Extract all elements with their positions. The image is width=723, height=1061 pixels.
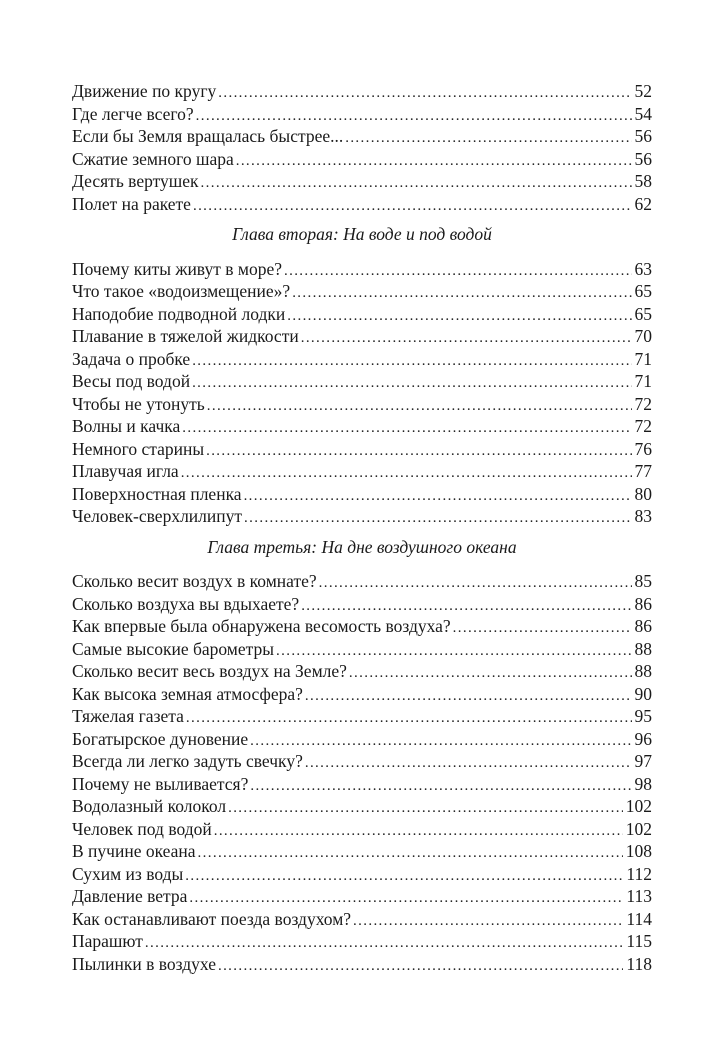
toc-entry-title: Как впервые была обнаружена весомость воздуха? <box>72 616 451 636</box>
chapter-3-heading: Глава третья: На дне воздушного океана <box>207 536 517 557</box>
dot-leader <box>193 195 632 216</box>
dot-leader <box>236 150 632 171</box>
toc-entry-page-number: 65 <box>634 281 652 301</box>
toc-entry[interactable] <box>72 705 652 728</box>
toc-entry-title: Тяжелая газета <box>72 706 184 726</box>
toc-entry[interactable] <box>72 325 652 348</box>
toc-entry-title: Десять вертушек <box>72 171 199 191</box>
toc-entry[interactable] <box>72 460 652 483</box>
toc-entry-title: Человек под водой <box>72 818 212 839</box>
toc-entry[interactable] <box>72 570 652 593</box>
toc-entry-page-number: 54 <box>634 103 652 124</box>
toc-entry[interactable] <box>72 773 652 796</box>
toc-entry-title: Почему киты живут в море? <box>72 258 282 279</box>
toc-entry-title: Сколько воздуха вы вдыхаете? <box>72 593 300 614</box>
dot-leader <box>276 640 631 661</box>
toc-entry-page-number: 56 <box>634 126 652 146</box>
toc-entry-title: Немного старины <box>72 438 205 459</box>
toc-entry-title: Сжатие земного шара <box>72 148 234 169</box>
dot-leader <box>244 507 631 528</box>
toc-entry[interactable] <box>72 125 652 148</box>
dot-leader <box>181 462 632 483</box>
toc-entry[interactable] <box>72 438 652 461</box>
toc-entry[interactable] <box>72 303 652 326</box>
toc-entry[interactable] <box>72 885 652 908</box>
toc-entry-title: Полет на ракете <box>72 193 191 214</box>
toc-entry-title: Сколько весит воздух в комнате? <box>72 571 317 591</box>
dot-leader <box>198 842 623 863</box>
toc-entry-title: В пучине океана <box>72 841 196 861</box>
dot-leader <box>206 440 631 461</box>
toc-entry-title: Что такое «водоизмещение»? <box>72 281 291 301</box>
toc-entry[interactable] <box>72 370 652 393</box>
toc-entry-page-number: 102 <box>625 796 652 816</box>
toc-entry-title: Пылинки в воздухе <box>72 953 216 974</box>
chapter-2-heading: Глава вторая: На воде и под водой <box>232 224 492 244</box>
toc-section-chapter-2 <box>72 258 652 528</box>
toc-entry-page-number: 112 <box>626 863 652 884</box>
toc-entry-page-number: 113 <box>626 886 652 906</box>
toc-entry-page-number: 102 <box>625 818 652 839</box>
toc-entry-page-number: 86 <box>634 616 652 636</box>
toc-entry-title: Сухим из воды <box>72 863 184 884</box>
toc-entry-page-number: 85 <box>634 571 652 591</box>
toc-entry[interactable] <box>72 615 652 638</box>
toc-entry-page-number: 86 <box>634 593 652 614</box>
dot-leader <box>186 707 632 728</box>
dot-leader <box>207 395 632 416</box>
dot-leader <box>292 282 631 303</box>
dot-leader <box>185 865 623 886</box>
dot-leader <box>196 105 632 126</box>
toc-entry-page-number: 71 <box>634 348 652 369</box>
dot-leader <box>192 350 631 371</box>
toc-entry[interactable] <box>72 505 652 528</box>
toc-entry[interactable] <box>72 863 652 886</box>
toc-entry-page-number: 96 <box>634 728 652 749</box>
toc-entry-page-number: 71 <box>634 371 652 391</box>
dot-leader <box>201 172 632 193</box>
toc-entry[interactable] <box>72 348 652 371</box>
toc-entry-page-number: 56 <box>634 148 652 169</box>
dot-leader <box>228 797 623 818</box>
toc-entry[interactable] <box>72 660 652 683</box>
toc-entry[interactable] <box>72 393 652 416</box>
toc-entry-title: Парашют <box>72 931 143 951</box>
toc-section-chapter-3 <box>72 570 652 975</box>
toc-entry-title: Почему не выливается? <box>72 773 249 794</box>
toc-entry[interactable] <box>72 683 652 706</box>
toc-entry-title: Поверхностная пленка <box>72 483 242 504</box>
toc-entry-title: Волны и качка <box>72 416 181 436</box>
toc-entry-title: Весы под водой <box>72 371 191 391</box>
dot-leader <box>319 572 632 593</box>
toc-entry-page-number: 72 <box>634 393 652 414</box>
toc-entry-title: Задача о пробке <box>72 348 191 369</box>
toc-entry-page-number: 90 <box>634 683 652 704</box>
dot-leader <box>305 685 632 706</box>
table-of-contents <box>72 80 652 975</box>
toc-entry[interactable] <box>72 280 652 303</box>
toc-entry-title: Человек-сверхлилипут <box>72 506 243 526</box>
toc-entry-page-number: 98 <box>634 773 652 794</box>
toc-entry-page-number: 114 <box>626 908 652 929</box>
toc-entry-title: Давление ветра <box>72 886 188 906</box>
toc-entry-page-number: 63 <box>634 258 652 279</box>
toc-entry-page-number: 80 <box>634 483 652 504</box>
toc-entry-page-number: 118 <box>626 953 652 974</box>
toc-entry-page-number: 115 <box>626 931 652 951</box>
toc-entry[interactable] <box>72 103 652 126</box>
dot-leader <box>305 752 632 773</box>
dot-leader <box>182 417 631 438</box>
toc-entry[interactable] <box>72 193 652 216</box>
toc-entry[interactable] <box>72 818 652 841</box>
toc-entry[interactable] <box>72 483 652 506</box>
dot-leader <box>345 127 631 148</box>
toc-entry[interactable] <box>72 953 652 976</box>
toc-entry-page-number: 70 <box>634 326 652 346</box>
dot-leader <box>301 595 631 616</box>
toc-entry[interactable] <box>72 415 652 438</box>
toc-entry-title: Как высока земная атмосфера? <box>72 683 303 704</box>
toc-entry-page-number: 88 <box>634 661 652 681</box>
toc-section-1 <box>72 80 652 215</box>
dot-leader <box>192 372 631 393</box>
toc-entry-page-number: 52 <box>634 81 652 101</box>
dot-leader <box>145 932 624 953</box>
dot-leader <box>353 910 623 931</box>
toc-entry[interactable] <box>72 638 652 661</box>
toc-entry-title: Плавание в тяжелой жидкости <box>72 326 299 346</box>
toc-entry[interactable] <box>72 840 652 863</box>
toc-entry-title: Всегда ли легко задуть свечку? <box>72 751 303 771</box>
dot-leader <box>214 820 623 841</box>
toc-entry-title: Сколько весит весь воздух на Земле? <box>72 661 347 681</box>
toc-entry-title: Где легче всего? <box>72 103 194 124</box>
toc-entry-title: Наподобие подводной лодки <box>72 303 286 324</box>
toc-entry-page-number: 108 <box>625 841 652 861</box>
toc-entry[interactable] <box>72 908 652 931</box>
toc-entry-title: Водолазный колокол <box>72 796 227 816</box>
toc-entry-page-number: 95 <box>634 706 652 726</box>
toc-entry-title: Чтобы не утонуть <box>72 393 205 414</box>
toc-entry-page-number: 72 <box>634 416 652 436</box>
dot-leader <box>218 82 631 103</box>
dot-leader <box>284 260 632 281</box>
dot-leader <box>349 662 632 683</box>
toc-entry-page-number: 88 <box>634 638 652 659</box>
dot-leader <box>250 730 631 751</box>
toc-entry-title: Как останавливают поезда воздухом? <box>72 908 352 929</box>
toc-entry[interactable] <box>72 258 652 281</box>
dot-leader <box>189 887 623 908</box>
toc-entry-title: Самые высокие барометры <box>72 638 275 659</box>
toc-entry-page-number: 62 <box>634 193 652 214</box>
toc-entry[interactable] <box>72 593 652 616</box>
dot-leader <box>244 485 632 506</box>
toc-entry[interactable] <box>72 750 652 773</box>
dot-leader <box>250 775 631 796</box>
toc-entry[interactable] <box>72 170 652 193</box>
toc-entry[interactable] <box>72 930 652 953</box>
toc-entry[interactable] <box>72 728 652 751</box>
toc-entry-title: Если бы Земля вращалась быстрее... <box>72 126 344 146</box>
toc-entry-page-number: 83 <box>634 506 652 526</box>
toc-entry-page-number: 97 <box>634 751 652 771</box>
dot-leader <box>287 305 631 326</box>
toc-entry[interactable] <box>72 80 652 103</box>
dot-leader <box>453 617 632 638</box>
toc-entry-page-number: 58 <box>634 171 652 191</box>
dot-leader <box>218 955 623 976</box>
toc-entry-page-number: 65 <box>634 303 652 324</box>
toc-entry-page-number: 76 <box>634 438 652 459</box>
toc-entry-title: Движение по кругу <box>72 81 217 101</box>
toc-entry-title: Богатырское дуновение <box>72 728 249 749</box>
toc-entry[interactable] <box>72 795 652 818</box>
toc-entry-page-number: 77 <box>634 461 652 481</box>
toc-entry-title: Плавучая игла <box>72 461 179 481</box>
toc-entry[interactable] <box>72 148 652 171</box>
dot-leader <box>301 327 632 348</box>
